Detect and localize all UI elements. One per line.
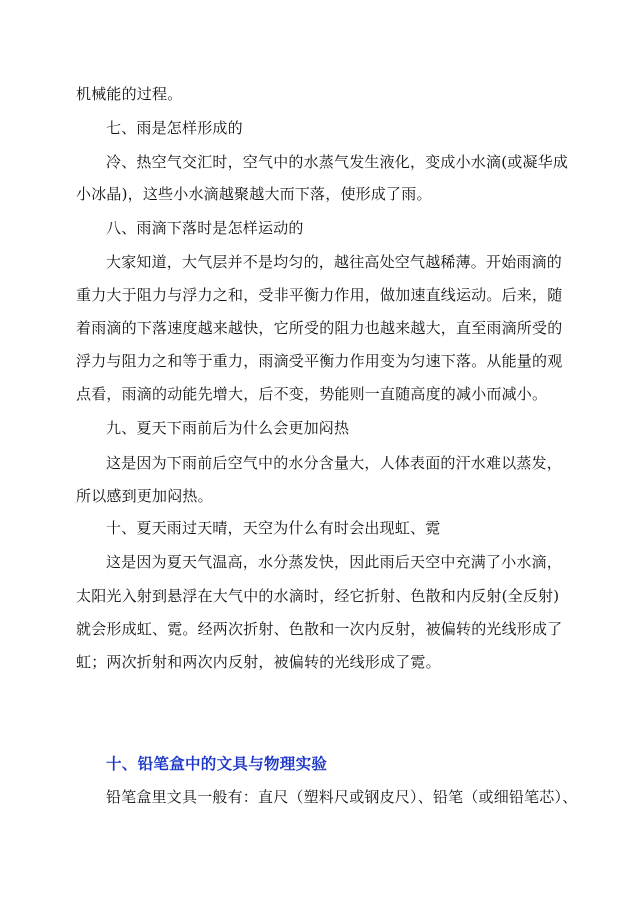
paragraph-line: 虹；两次折射和两次内反射，被偏转的光线形成了霓。 <box>76 653 441 671</box>
paragraph-line: 这是因为夏天气温高，水分蒸发快，因此雨后天空中充满了小水滴， <box>106 553 563 571</box>
section-heading: 八、雨滴下落时是怎样运动的 <box>106 219 304 237</box>
paragraph-line: 着雨滴的下落速度越来越快，它所受的阻力也越来越大，直至雨滴所受的 <box>76 319 563 337</box>
paragraph-line: 机械能的过程。 <box>76 85 183 103</box>
paragraph-line: 浮力与阻力之和等于重力，雨滴受平衡力作用变为匀速下落。从能量的观 <box>76 352 563 370</box>
paragraph-line: 这是因为下雨前后空气中的水分含量大，人体表面的汗水难以蒸发， <box>106 454 563 472</box>
paragraph-line: 小冰晶)，这些小水滴越聚越大而下落，使形成了雨。 <box>76 185 432 203</box>
paragraph-line: 太阳光入射到悬浮在大气中的水滴时，经它折射、色散和内反射(全反射) <box>76 587 560 605</box>
paragraph-line: 所以感到更加闷热。 <box>76 487 213 505</box>
section-heading: 七、雨是怎样形成的 <box>106 119 243 137</box>
section-heading: 九、夏天下雨前后为什么会更加闷热 <box>106 419 350 437</box>
paragraph-line: 重力大于阻力与浮力之和，受非平衡力作用，做加速直线运动。后来，随 <box>76 286 563 304</box>
paragraph-line: 就会形成虹、霓。经两次折射、色散和一次内反射，被偏转的光线形成了 <box>76 620 563 638</box>
paragraph-line: 大家知道，大气层并不是均匀的，越往高处空气越稀薄。开始雨滴的 <box>106 253 563 271</box>
paragraph-line: 铅笔盒里文具一般有：直尺（塑料尺或钢皮尺）、铅笔（或细铅笔芯）、 <box>106 788 578 806</box>
paragraph-line: 冷、热空气交汇时，空气中的水蒸气发生液化，变成小水滴(或凝华成 <box>106 153 569 171</box>
section-heading: 十、夏天雨过天晴，天空为什么有时会出现虹、霓 <box>106 519 441 537</box>
chapter-heading: 十、铅笔盒中的文具与物理实验 <box>106 754 328 773</box>
paragraph-line: 点看，雨滴的动能先增大，后不变，势能则一直随高度的减小而减小。 <box>76 385 548 403</box>
